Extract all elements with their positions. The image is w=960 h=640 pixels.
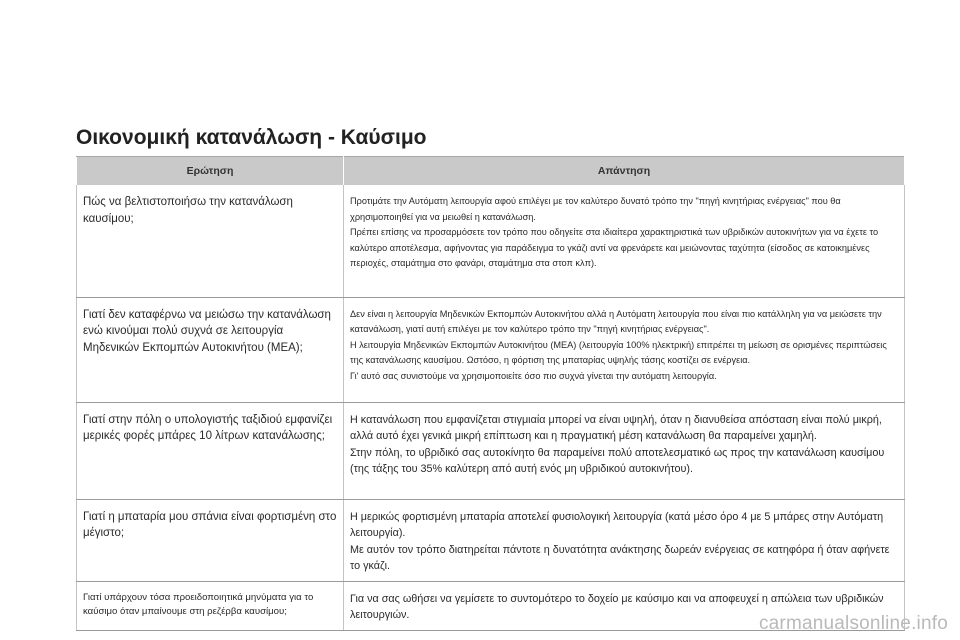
table-row (77, 499, 905, 581)
answer-paragraph: Δεν είναι η λειτουργία Μηδενικών Εκπομπών Αυτοκινήτου αλλά η Αυτόματη λειτουργία που είναι πιο κατάλληλη για να μειώσετε την κατανάλωση, γιατί αυτή επιλέγει με τον καλύτερο τρόπο την "πηγή κινητήριας ενέργειας". (350, 308, 882, 335)
answer-cell (344, 185, 905, 297)
table-header-row (77, 157, 905, 186)
answer-cell (344, 402, 905, 499)
question-cell: Γιατί υπάρχουν τόσα προειδοποιητικά μηνύματα για το καύσιμο όταν μπαίνουμε στη ρεζέρβα καυσίμου; (77, 581, 344, 630)
answer-paragraph: Με αυτόν τον τρόπο διατηρείται πάντοτε η δυνατότητα ανάκτησης δωρεάν ενέργειας σε κατηφόρα ή όταν αφήνετε το γκάζι. (350, 543, 890, 572)
answer-cell (344, 297, 905, 402)
faq-table (76, 156, 905, 631)
answer-paragraph: Η λειτουργία Μηδενικών Εκπομπών Αυτοκινήτου (ΜΕΑ) (λειτουργία 100% ηλεκτρική) επιτρέπει τη μείωση σε ορισμένες περιπτώσεις της κατανάλωσης καυσίμου. Ωστόσο, η φόρτιση της μπαταρίας υψηλής τάσης κοστίζει σε ενέργεια. (350, 339, 887, 366)
question-cell: Γιατί η μπαταρία μου σπάνια είναι φορτισμένη στο μέγιστο; (77, 499, 344, 581)
question-cell: Πώς να βελτιστοποιήσω την κατανάλωση καυσίμου; (77, 185, 344, 297)
answer-paragraph: Στην πόλη, το υβριδικό σας αυτοκίνητο θα παραμείνει πολύ αποτελεσματικό ως προς την κατανάλωση καυσίμου (της τάξης του 35% καλύτερη από αυτή ενός μη υβριδικού αυτοκινήτου). (350, 446, 885, 475)
question-cell: Γιατί δεν καταφέρνω να μειώσω την κατανάλωση ενώ κινούμαι πολύ συχνά σε λειτουργία Μηδενικών Εκπομπών Αυτοκινήτου (ΜΕΑ); (77, 297, 344, 402)
column-header-answer: Απάντηση (344, 157, 905, 186)
answer-paragraph: Η κατανάλωση που εμφανίζεται στιγμιαία μπορεί να είναι υψηλή, όταν η διανυθείσα απόσταση είναι πολύ μικρή, αλλά αυτό έχει γενικά μικρή επίπτωση και η πραγματική μέση κατανάλωση θα παραμείνει χαμηλή. (350, 413, 882, 442)
answer-paragraph: Γι' αυτό σας συνιστούμε να χρησιμοποιείτε όσο πιο συχνά γίνεται την αυτόματη λειτουργία. (350, 370, 717, 381)
watermark: carmanualsonline.info (758, 613, 948, 634)
table-row (77, 185, 905, 297)
question-cell: Γιατί στην πόλη ο υπολογιστής ταξιδιού εμφανίζει μερικές φορές μπάρες 10 λίτρων κατανάλωσης; (77, 402, 344, 499)
answer-paragraph: Προτιμάτε την Αυτόματη λειτουργία αφού επιλέγει με τον καλύτερο δυνατό τρόπο την "πηγή κινητήριας ενέργειας" που θα χρησιμοποιηθεί για να μειωθεί η κατανάλωση. (350, 196, 841, 222)
column-header-question: Ερώτηση (77, 157, 344, 186)
answer-paragraph: Για να σας ωθήσει να γεμίσετε το συντομότερο το δοχείο με καύσιμο και να αποφευχεί η απώλεια των υβριδικών λειτουργιών. (350, 592, 884, 621)
page-title: Οικονομική κατανάλωση - Καύσιμο (76, 126, 427, 149)
answer-paragraph: Η μερικώς φορτισμένη μπαταρία αποτελεί φυσιολογική λειτουργία (κατά μέσο όρο 4 με 5 μπάρες στην Αυτόματη λειτουργία). (350, 510, 884, 539)
answer-cell (344, 499, 905, 581)
answer-paragraph: Πρέπει επίσης να προσαρμόσετε τον τρόπο που οδηγείτε στα ιδιαίτερα χαρακτηριστικά των υβριδικών αυτοκινήτων για να έχετε το καλύτερο αποτέλεσμα, αφήνοντας για παράδειγμα το γκάζι αντί να φρενάρετε και μειώνοντας ταχύτητα (είσοδος σε κατοικημένες περιοχές, σταμάτημα στο φανάρι, σταμάτημα στα στοπ κλπ). (350, 227, 879, 269)
table-row (77, 297, 905, 402)
table-row (77, 402, 905, 499)
